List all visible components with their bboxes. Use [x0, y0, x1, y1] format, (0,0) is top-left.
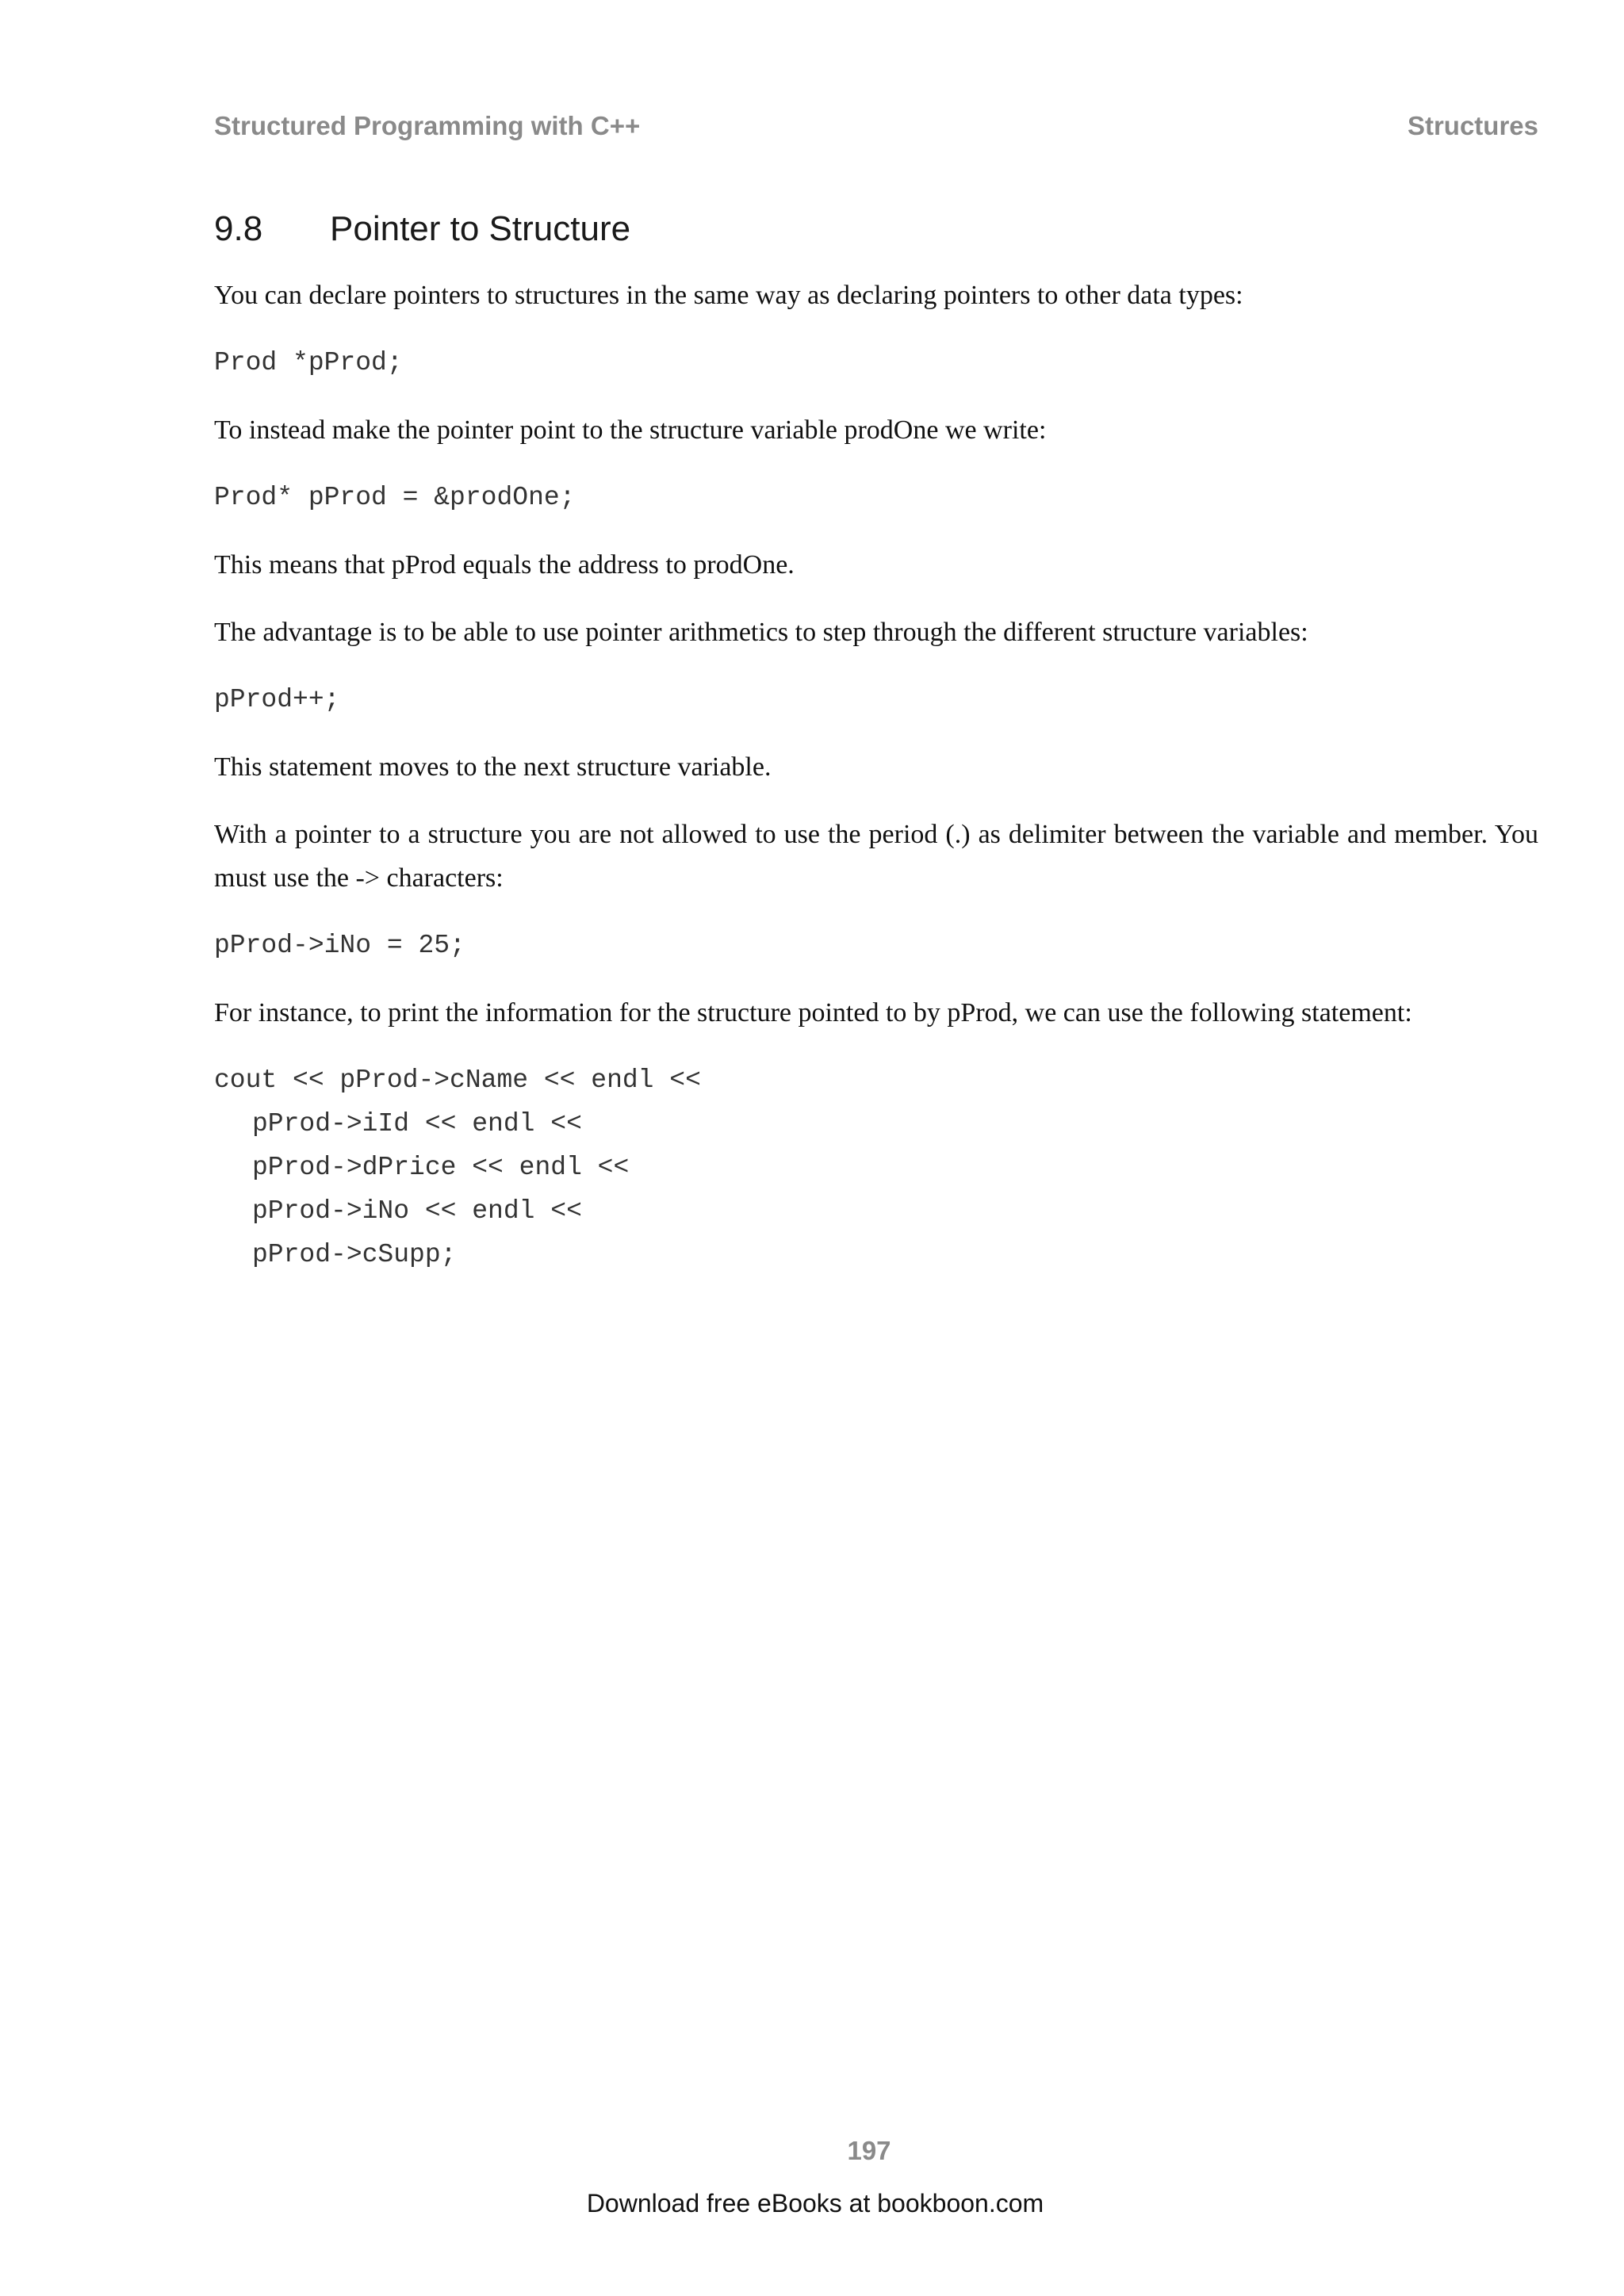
paragraph-next-variable: This statement moves to the next structure variable. [214, 752, 772, 782]
code-line: pProd->cSupp; [252, 1240, 457, 1269]
chapter-title: Structures [1407, 111, 1538, 140]
download-link[interactable]: Download free eBooks at bookboon.com [586, 2189, 1044, 2218]
running-header [214, 111, 1538, 151]
code-line: pProd->iNo << endl << [252, 1196, 582, 1226]
code-line: pProd->dPrice << endl << [252, 1153, 630, 1182]
paragraph-print-example: For instance, to print the information for the structure pointed to by pProd, we can use the following statement: [214, 998, 1412, 1027]
code-assign-address: Prod* pProd = &prodOne; [214, 483, 576, 512]
book-title: Structured Programming with C++ [214, 111, 641, 140]
paragraph-arrow-operator: With a pointer to a structure you are not allowed to use the period (.) as delimiter between the variable and member. You must use the -> characters: [214, 820, 1538, 893]
paragraph-address-meaning: This means that pProd equals the address to prodOne. [214, 550, 795, 580]
code-print-statement [214, 1058, 1538, 1276]
page-number: 197 [847, 2136, 891, 2165]
code-arrow-assignment: pProd->iNo = 25; [214, 931, 465, 960]
body-content [214, 274, 1538, 1276]
section-number: 9.8 [214, 209, 263, 248]
paragraph-point-to-variable: To instead make the pointer point to the structure variable prodOne we write: [214, 415, 1047, 445]
section-title: Pointer to Structure [330, 209, 631, 248]
code-line: cout << pProd->cName << endl << [214, 1066, 701, 1095]
code-line: pProd->iId << endl << [252, 1109, 582, 1138]
section-heading [214, 209, 630, 249]
code-increment-pointer: pProd++; [214, 685, 340, 714]
code-declare-pointer: Prod *pProd; [214, 348, 403, 377]
paragraph-declare-pointers: You can declare pointers to structures in the same way as declaring pointers to other data types: [214, 281, 1243, 310]
paragraph-pointer-arithmetic: The advantage is to be able to use pointer arithmetics to step through the different structure variables: [214, 618, 1308, 647]
